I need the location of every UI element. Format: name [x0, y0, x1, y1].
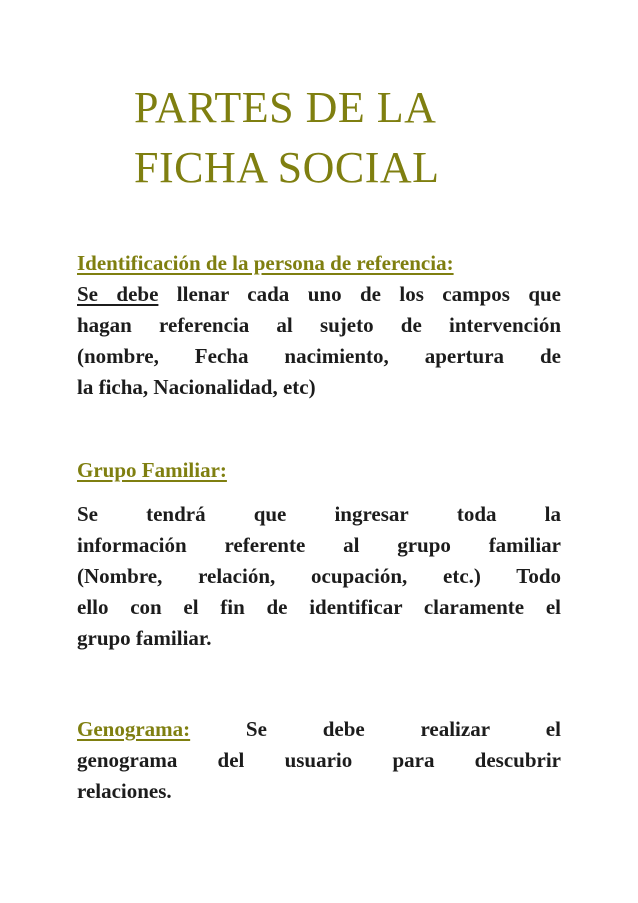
word: toda: [456, 502, 497, 526]
section-identificacion-line-4: la ficha, Nacionalidad, etc): [77, 375, 316, 399]
word: ingresar: [334, 502, 409, 526]
section-genograma-heading: Genograma:: [77, 717, 191, 741]
section-grupo-familiar-line-1: [77, 499, 561, 530]
word: debe: [322, 717, 365, 741]
section-identificacion-body: [77, 279, 561, 403]
word: la: [544, 502, 561, 526]
section-identificacion-heading-block: [77, 248, 561, 279]
section-genograma: [77, 714, 561, 807]
section-genograma-line-2: genograma del usuario para descubrir: [77, 748, 561, 772]
section-identificacion-line-3: (nombre, Fecha nacimiento, apertura de: [77, 344, 561, 368]
page-title: [134, 78, 574, 198]
word: tendrá: [146, 502, 206, 526]
word: Se: [245, 717, 267, 741]
section-grupo-familiar-heading-block: [77, 455, 561, 486]
word: el: [545, 717, 561, 741]
word: que: [253, 502, 287, 526]
section-grupo-familiar-line-3: (Nombre, relación, ocupación, etc.) Todo: [77, 564, 561, 588]
section-genograma-line-3: relaciones.: [77, 779, 172, 803]
section-identificacion-line-1: [77, 279, 561, 310]
section-grupo-familiar-line-5: grupo familiar.: [77, 626, 212, 650]
section-grupo-familiar-body: [77, 499, 561, 654]
section-grupo-familiar-line-4: ello con el fin de identificar claramente el: [77, 595, 561, 619]
section-grupo-familiar-line-2: información referente al grupo familiar: [77, 533, 561, 557]
title-line-1: PARTES DE LA: [134, 83, 437, 132]
section-identificacion-heading: Identificación de la persona de referencia:: [77, 251, 454, 275]
section-identificacion-line-2: hagan referencia al sujeto de intervención: [77, 313, 561, 337]
word: realizar: [420, 717, 491, 741]
section-grupo-familiar-heading: Grupo Familiar:: [77, 458, 227, 482]
section-identificacion-lead: Se debe: [77, 282, 159, 306]
word: Se: [77, 502, 98, 526]
title-line-2: FICHA SOCIAL: [134, 143, 440, 192]
section-identificacion-line-1-rest: llenar cada uno de los campos que: [158, 282, 562, 306]
section-genograma-line-1: [77, 714, 561, 745]
